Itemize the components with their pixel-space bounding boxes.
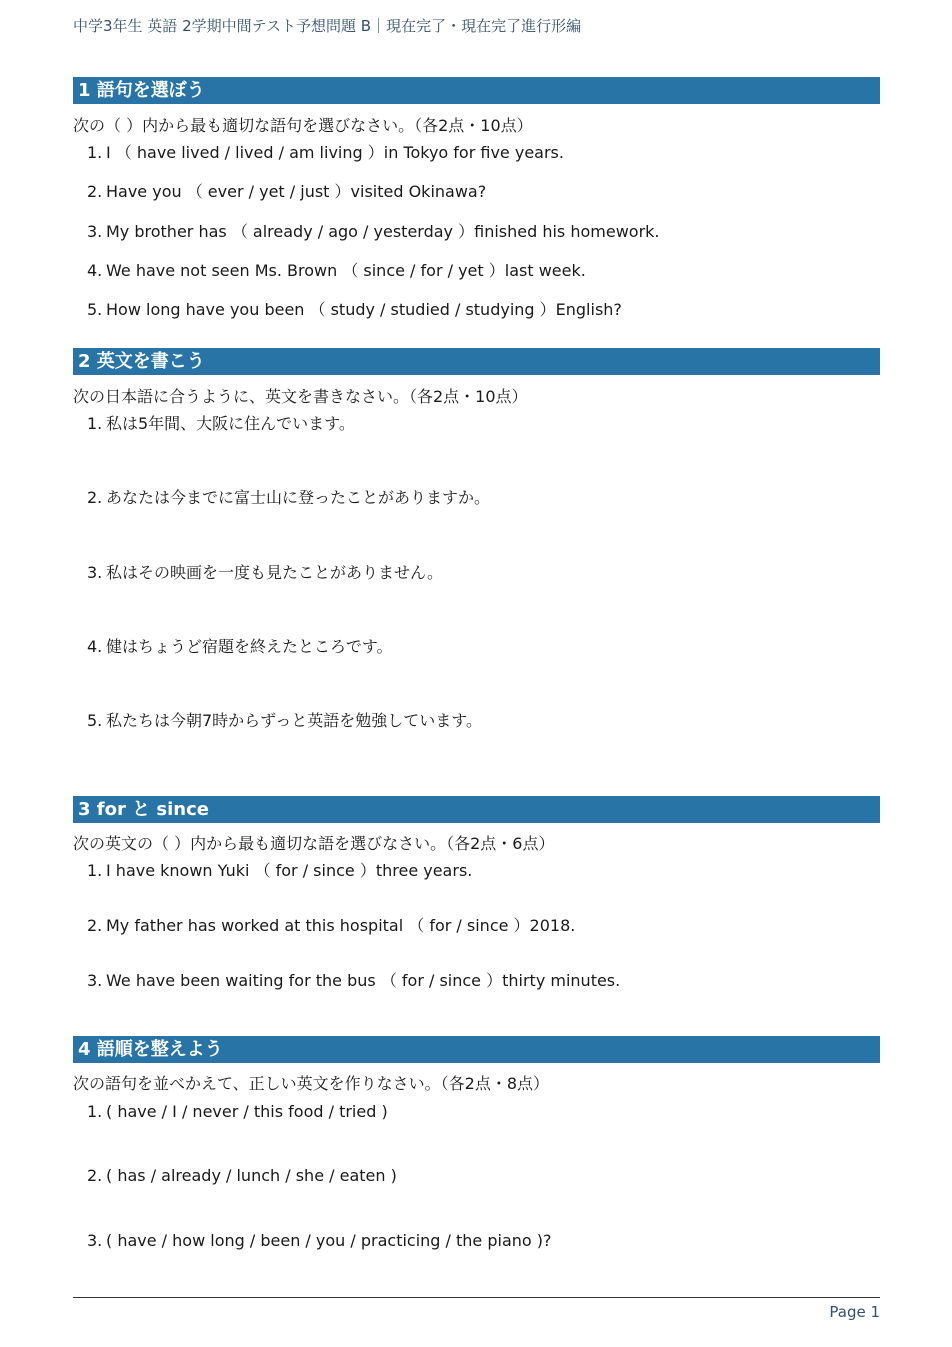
page-number: Page 1 bbox=[829, 1303, 880, 1321]
question-text: My father has worked at this hospital （ for / since ）2018. bbox=[106, 916, 576, 935]
document-title: 中学3年生 英語 2学期中間テスト予想問題 B｜現在完了・現在完了進行形編 bbox=[73, 17, 582, 35]
question-number: 1. bbox=[87, 861, 103, 880]
section-2-question-3 bbox=[87, 562, 443, 584]
section-4-question-1 bbox=[87, 1101, 388, 1123]
question-text: We have not seen Ms. Brown （ since / for / yet ）last week. bbox=[106, 261, 586, 280]
section-1-question-3 bbox=[87, 221, 660, 243]
question-number: 4. bbox=[87, 261, 103, 280]
section-3-question-2 bbox=[87, 915, 575, 937]
section-2-instruction: 次の日本語に合うように、英文を書きなさい。（各2点・10点） bbox=[73, 387, 528, 406]
question-text: We have been waiting for the bus （ for / since ）thirty minutes. bbox=[106, 971, 621, 990]
section-1-heading: 1 語句を選ぼう bbox=[73, 77, 880, 104]
section-1-question-2 bbox=[87, 181, 486, 203]
section-4-instruction: 次の語句を並べかえて、正しい英文を作りなさい。（各2点・8点） bbox=[73, 1074, 550, 1093]
question-number: 4. bbox=[87, 637, 103, 656]
section-4-question-3 bbox=[87, 1230, 552, 1252]
question-number: 2. bbox=[87, 916, 103, 935]
question-text: ( have / how long / been / you / practicing / the piano )? bbox=[106, 1231, 552, 1250]
question-text: How long have you been （ study / studied / studying ）English? bbox=[106, 300, 622, 319]
question-number: 1. bbox=[87, 1102, 103, 1121]
section-4-heading: 4 語順を整えよう bbox=[73, 1036, 880, 1063]
section-1-question-1 bbox=[87, 142, 564, 164]
section-3-question-1 bbox=[87, 860, 472, 882]
section-2-question-2 bbox=[87, 487, 490, 509]
question-text: 私は5年間、大阪に住んでいます。 bbox=[106, 414, 355, 433]
section-2-question-5 bbox=[87, 710, 482, 732]
section-2-heading: 2 英文を書こう bbox=[73, 348, 880, 375]
question-text: ( has / already / lunch / she / eaten ) bbox=[106, 1166, 397, 1185]
question-number: 3. bbox=[87, 563, 103, 582]
question-text: 健はちょうど宿題を終えたところです。 bbox=[106, 637, 393, 656]
question-number: 3. bbox=[87, 1231, 103, 1250]
question-number: 2. bbox=[87, 488, 103, 507]
question-text: あなたは今までに富士山に登ったことがありますか。 bbox=[106, 488, 491, 507]
question-text: My brother has （ already / ago / yesterday ）finished his homework. bbox=[106, 222, 660, 241]
section-3-heading: 3 for と since bbox=[73, 796, 880, 823]
question-text: ( have / I / never / this food / tried ) bbox=[106, 1102, 388, 1121]
question-number: 5. bbox=[87, 711, 103, 730]
section-3-question-3 bbox=[87, 970, 620, 992]
question-text: I have known Yuki （ for / since ）three years. bbox=[106, 861, 473, 880]
section-4-question-2 bbox=[87, 1165, 397, 1187]
section-1-question-5 bbox=[87, 299, 622, 321]
question-text: I （ have lived / lived / am living ）in Tokyo for five years. bbox=[106, 143, 564, 162]
section-1-instruction: 次の（ ）内から最も適切な語句を選びなさい。（各2点・10点） bbox=[73, 116, 533, 135]
question-text: Have you （ ever / yet / just ）visited Okinawa? bbox=[106, 182, 487, 201]
question-number: 3. bbox=[87, 971, 103, 990]
question-number: 1. bbox=[87, 143, 103, 162]
section-1-question-4 bbox=[87, 260, 586, 282]
question-number: 3. bbox=[87, 222, 103, 241]
question-number: 2. bbox=[87, 182, 103, 201]
footer-divider bbox=[73, 1297, 880, 1298]
question-number: 5. bbox=[87, 300, 103, 319]
question-number: 1. bbox=[87, 414, 103, 433]
section-2-question-1 bbox=[87, 413, 355, 435]
question-text: 私はその映画を一度も見たことがありません。 bbox=[106, 563, 443, 582]
question-text: 私たちは今朝7時からずっと英語を勉強しています。 bbox=[106, 711, 482, 730]
question-number: 2. bbox=[87, 1166, 103, 1185]
section-3-instruction: 次の英文の（ ）内から最も適切な語を選びなさい。（各2点・6点） bbox=[73, 834, 555, 853]
section-2-question-4 bbox=[87, 636, 393, 658]
